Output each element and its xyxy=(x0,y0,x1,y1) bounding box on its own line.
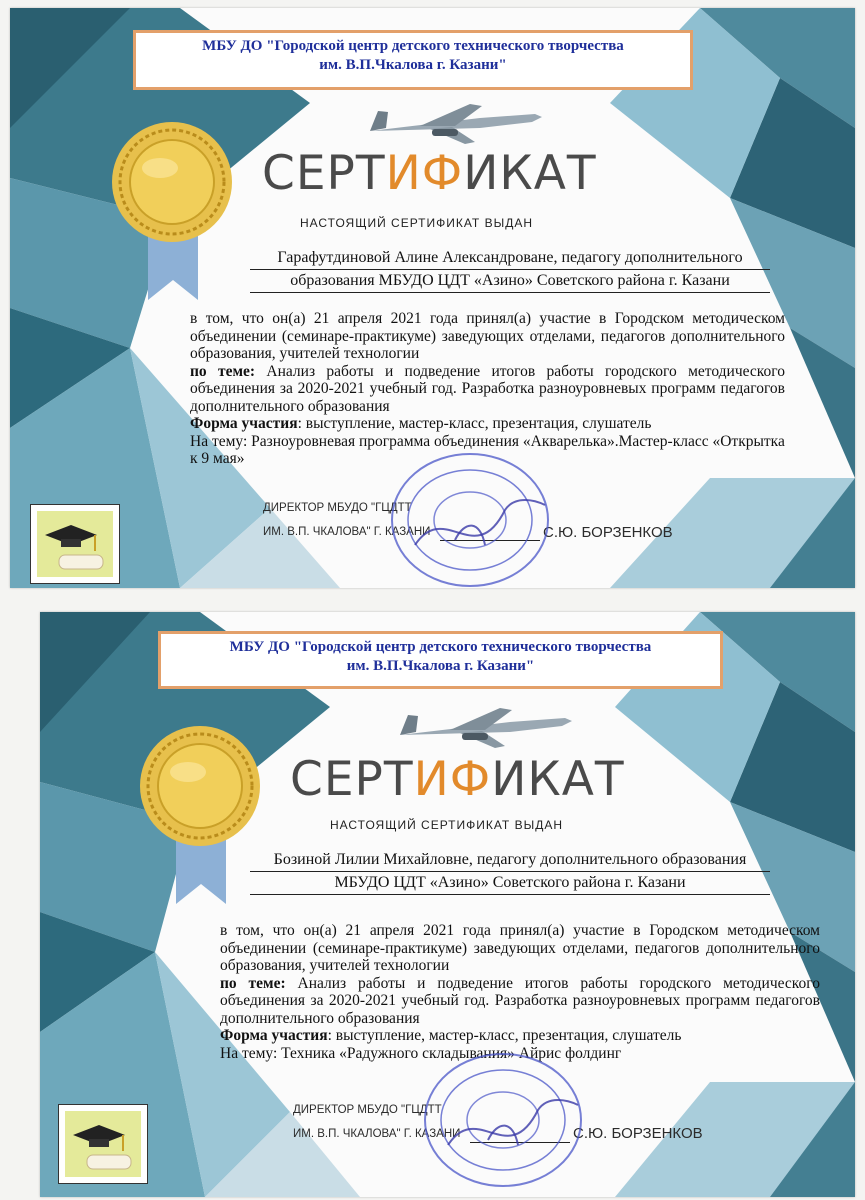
form-text: : выступление, мастер-класс, презентация, слушатель xyxy=(297,415,652,432)
title-accent: ИФ xyxy=(413,752,492,807)
recipient-underline xyxy=(250,894,770,895)
issued-caption: НАСТОЯЩИЙ СЕРТИФИКАТ ВЫДАН xyxy=(300,216,534,230)
participation-text: в том, что он(а) 21 апреля 2021 года принял(а) участие в Городском методическом объединении (семинаре-практикуме) заведующих отделами, педагогов дополнительного образования, учителей технологии xyxy=(190,310,785,362)
gold-medal-icon xyxy=(138,724,263,904)
recipient-line-1: Бозиной Лилии Михайловне, педагогу дополнительного образования xyxy=(273,851,747,868)
topic-paragraph xyxy=(190,363,785,416)
director-title-line-1: ДИРЕКТОР МБУДО "ГЦДТТ xyxy=(293,1104,442,1116)
recipient-line-2: МБУДО ЦДТ «Азино» Советского района г. Казани xyxy=(334,874,686,891)
form-text: : выступление, мастер-класс, презентация, слушатель xyxy=(327,1027,682,1044)
director-title-line-2: ИМ. В.П. ЧКАЛОВА" Г. КАЗАНИ xyxy=(293,1128,461,1140)
subject-text: На тему: Разноуровневая программа объединения «Акварелька».Мастер-класс «Открытка к 9 мая» xyxy=(190,432,785,467)
director-title-line-1: ДИРЕКТОР МБУДО "ГЦДТТ xyxy=(263,502,412,514)
form-label: Форма участия xyxy=(190,415,298,432)
director-name: С.Ю. БОРЗЕНКОВ xyxy=(543,524,673,541)
title-part-3: ИКАТ xyxy=(463,146,597,201)
topic-label: по теме: xyxy=(220,974,286,992)
recipient-underline xyxy=(250,292,770,293)
certificate-title xyxy=(290,752,625,807)
subject-text: На тему: Техника «Радужного складывания» Айрис фолдинг xyxy=(220,1044,622,1062)
header-line-1: МБУ ДО "Городской центр детского технического творчества xyxy=(229,639,652,655)
title-part-3: ИКАТ xyxy=(491,752,625,807)
certificate-title xyxy=(262,146,597,201)
header-line-2: им. В.П.Чкалова г. Казани" xyxy=(319,57,507,73)
organization-header xyxy=(158,631,723,689)
title-part-1: СЕРТ xyxy=(290,752,414,807)
certificate-body xyxy=(220,922,820,1062)
official-stamp-icon xyxy=(385,450,555,588)
issued-caption: НАСТОЯЩИЙ СЕРТИФИКАТ ВЫДАН xyxy=(330,818,564,832)
graduation-cap-icon xyxy=(58,1104,148,1184)
header-line-1: МБУ ДО "Городской центр детского технического творчества xyxy=(202,38,624,54)
recipient-line-2: образования МБУДО ЦДТ «Азино» Советского района г. Казани xyxy=(290,272,730,289)
header-line-2: им. В.П.Чкалова г. Казани" xyxy=(346,658,535,674)
topic-text: Анализ работы и подведение итогов работы городского методического объединения за 2020-2021 учебный год. Разработка разноуровневых программ педагогов дополнительного образования xyxy=(190,362,785,415)
director-name: С.Ю. БОРЗЕНКОВ xyxy=(573,1125,703,1142)
gold-medal-icon xyxy=(110,120,235,300)
recipient-line-1: Гарафутдиновой Алине Александроване, педагогу дополнительного xyxy=(277,249,743,266)
topic-label: по теме: xyxy=(190,362,256,380)
topic-paragraph xyxy=(220,975,820,1028)
topic-text: Анализ работы и подведение итогов работы городского методического объединения за 2020-2021 учебный год. Разработка разноуровневых программ педагогов дополнительного образования xyxy=(220,974,820,1027)
official-stamp-icon xyxy=(418,1050,588,1190)
form-paragraph xyxy=(190,415,785,433)
airplane-image xyxy=(390,700,580,755)
participation-text: в том, что он(а) 21 апреля 2021 года принял(а) участие в Городском методическом объединении (семинаре-практикуме) заведующих отделами, педагогов дополнительного образования, учителей технологии xyxy=(220,922,820,974)
director-title-line-2: ИМ. В.П. ЧКАЛОВА" Г. КАЗАНИ xyxy=(263,526,431,538)
title-part-1: СЕРТ xyxy=(262,146,386,201)
airplane-image xyxy=(360,96,550,151)
form-label: Форма участия xyxy=(220,1027,328,1044)
recipient-underline xyxy=(250,871,770,872)
graduation-cap-icon xyxy=(30,504,120,584)
organization-header xyxy=(133,30,693,90)
certificate-2 xyxy=(40,612,855,1197)
certificate-body xyxy=(190,310,785,468)
form-paragraph xyxy=(220,1027,820,1045)
title-accent: ИФ xyxy=(385,146,464,201)
certificate-1 xyxy=(10,8,855,588)
recipient-underline xyxy=(250,269,770,270)
